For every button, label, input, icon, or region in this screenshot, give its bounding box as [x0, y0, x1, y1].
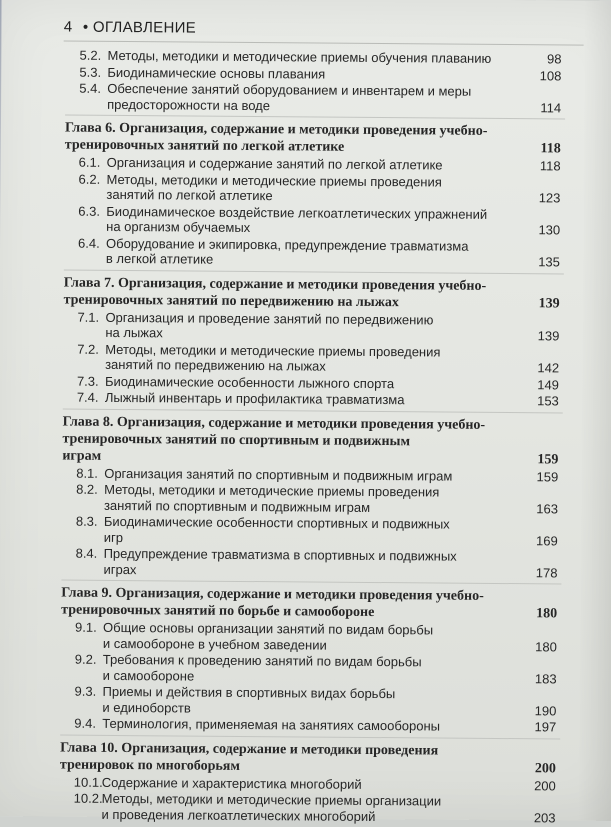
page-number: 159 [537, 451, 558, 468]
entry-title-line: Глава 9. Организация, содержание и методики проведения учебно- [61, 585, 561, 606]
page-number: 180 [535, 639, 557, 655]
section-number: 9.4. [74, 716, 96, 732]
toc-section[interactable] [64, 235, 564, 270]
toc-section[interactable] [60, 791, 560, 826]
entry-title-line: Методы, методики и методические приемы проведения [105, 341, 563, 360]
entry-title-text: играм [62, 448, 101, 463]
section-number: 5.4. [79, 81, 101, 97]
entry-title-text: на организм обучаемых [106, 219, 250, 235]
header-page-number: 4 [64, 19, 73, 36]
header-rule [64, 41, 584, 46]
toc-section[interactable] [65, 81, 565, 116]
page-number: 200 [535, 760, 556, 777]
entry-title-line [105, 390, 563, 409]
entry-title-text: занятий по легкой атлетике [106, 187, 272, 203]
page-number: 169 [536, 533, 558, 549]
page-number: 130 [538, 222, 560, 238]
page-number: 118 [540, 158, 561, 174]
entry-title-line: Биодинамическое воздействие легкоатлетических упражнений [106, 203, 564, 222]
section-number: 5.3. [79, 64, 101, 80]
entry-title-text: Организация и содержание занятий по легкой атлетике [107, 155, 443, 173]
page-number: 98 [547, 51, 562, 67]
toc-section[interactable] [62, 482, 562, 517]
entry-title-line: Требования к проведению занятий по видам борьбы [103, 652, 561, 671]
page-number: 197 [535, 719, 557, 735]
entry-title-text: играх [103, 561, 136, 576]
toc-section[interactable] [63, 309, 563, 344]
entry-title-text: Методы, методики и методические приемы обучения плаванию [107, 48, 491, 66]
entry-title-line [102, 716, 560, 735]
entry-title-line [107, 96, 565, 115]
entry-title-text: и проведения легкоатлетических многоборий [102, 806, 376, 823]
page-number: 163 [536, 501, 558, 517]
toc-chapter[interactable] [62, 409, 562, 468]
entry-title-text: тренировочных занятий по борьбе и самообороне [61, 603, 374, 620]
page-number: 123 [539, 190, 561, 206]
section-number: 6.4. [78, 235, 100, 251]
section-number: 8.3. [76, 514, 98, 530]
running-header [64, 19, 196, 37]
page-number: 139 [539, 295, 560, 312]
page-number: 200 [534, 778, 556, 794]
page-number: 180 [536, 605, 557, 622]
entry-title-text: Биодинамические основы плавания [107, 64, 325, 81]
table-of-contents [60, 47, 566, 827]
entry-title-line: Глава 10. Организация, содержание и методики проведения [60, 739, 560, 760]
section-number: 9.1. [75, 620, 97, 636]
section-number: 9.3. [74, 684, 96, 700]
page-number: 108 [540, 68, 562, 84]
toc-chapter[interactable] [64, 270, 564, 312]
toc-chapter[interactable] [61, 581, 561, 623]
section-number: 6.3. [78, 203, 100, 219]
toc-chapter[interactable] [60, 735, 560, 777]
entry-title-line: Глава 8. Организация, содержание и методики проведения учебно- [63, 413, 563, 434]
page-number: 149 [537, 377, 559, 393]
section-number: 6.2. [79, 171, 101, 187]
entry-title-text: занятий по спортивным и подвижным играм [104, 497, 370, 514]
entry-title-text: тренировочных занятий по легкой атлетике [65, 138, 345, 155]
entry-title-text: тренировок по многоборьям [60, 757, 240, 773]
section-number: 7.4. [77, 390, 99, 406]
section-number: 5.2. [79, 48, 101, 64]
entry-title-line: Предупреждение травматизма в спортивных и подвижных [104, 546, 562, 565]
page-number: 135 [538, 254, 560, 270]
book-spine [0, 0, 2, 816]
entry-title-line: Методы, методики и методические приемы проведения [107, 171, 565, 190]
page-number: 139 [538, 328, 560, 344]
entry-title-line: Биодинамические особенности спортивных и подвижных [104, 514, 562, 533]
entry-title-text: Организация занятий по спортивным и подвижным играм [104, 465, 452, 483]
page-number: 183 [535, 671, 557, 687]
entry-title-line: Методы, методики и методические приемы организации [102, 791, 560, 810]
toc-section[interactable] [61, 620, 561, 655]
page-shadow [578, 1, 611, 821]
entry-title-line: Методы, методики и методические приемы проведения [104, 482, 562, 501]
entry-title-text: игр [104, 529, 123, 544]
toc-section[interactable] [61, 546, 561, 581]
entry-title-line [102, 806, 560, 825]
entry-title-text: и единоборств [102, 699, 190, 715]
page-number: 142 [537, 360, 559, 376]
section-number: 9.2. [75, 652, 97, 668]
page-number: 153 [537, 393, 559, 409]
page-number: 159 [536, 469, 558, 485]
entry-title-line: Общие основы организации занятий по видам борьбы [103, 620, 561, 639]
page-number: 118 [541, 140, 561, 157]
toc-section[interactable] [64, 203, 564, 238]
entry-title-text: и самообороне [103, 667, 195, 683]
toc-section[interactable] [64, 171, 564, 206]
page-number: 178 [536, 565, 558, 581]
section-number: 7.1. [77, 309, 99, 325]
page-number: 190 [535, 703, 557, 719]
entry-title-text: тренировочных занятий по передвижению на лыжах [64, 292, 399, 310]
entry-title-text: и самообороне в учебном заведении [103, 635, 327, 652]
toc-chapter[interactable] [65, 116, 565, 158]
entry-title-text: Терминология, применяемая на занятиях самообороны [102, 716, 440, 734]
entry-title-line: тренировочных занятий по спортивным и подвижным [62, 430, 562, 451]
section-number: 8.1. [76, 465, 98, 481]
section-number: 10.1. [74, 774, 103, 790]
entry-title-text: на лыжах [105, 325, 163, 340]
entry-title-line [103, 561, 561, 580]
toc-section[interactable] [60, 684, 560, 719]
section-number: 6.1. [79, 155, 101, 171]
entry-title-text: в легкой атлетике [106, 251, 213, 267]
entry-title-text: Лыжный инвентарь и профилактика травматизма [105, 390, 405, 407]
entry-title-line: Приемы и действия в спортивных видах борьбы [102, 684, 560, 703]
entry-title-text: предосторожности на воде [107, 96, 270, 112]
section-number: 7.2. [77, 341, 99, 357]
section-number: 8.4. [76, 546, 98, 562]
page-number: 114 [540, 100, 561, 116]
entry-title-line: Обеспечение занятий оборудованием и инвентарем и меры [107, 81, 565, 100]
toc-section[interactable] [61, 652, 561, 687]
entry-title-text: занятий по передвижению на лыжах [105, 357, 326, 374]
section-number: 10.2. [74, 791, 103, 807]
toc-section[interactable] [60, 716, 560, 735]
section-number: 8.2. [76, 482, 98, 498]
header-title: ОГЛАВЛЕНИЕ [93, 19, 196, 37]
toc-section[interactable] [63, 341, 563, 376]
entry-title-text: Содержание и характеристика многоборий [102, 774, 362, 791]
entry-title-line: Организация и проведение занятий по передвижению [105, 309, 563, 328]
entry-title-line: Глава 6. Организация, содержание и методики проведения учебно- [65, 120, 565, 141]
section-number: 7.3. [77, 373, 99, 389]
entry-title-line [106, 251, 564, 270]
page-number: 203 [534, 810, 556, 826]
entry-title-text: Биодинамические особенности лыжного спорта [105, 373, 394, 390]
toc-section[interactable] [62, 514, 562, 549]
toc-section[interactable] [63, 390, 563, 409]
entry-title-line: Глава 7. Организация, содержание и методики проведения учебно- [64, 274, 564, 295]
entry-title-line: Оборудование и экипировка, предупреждение травматизма [106, 235, 564, 254]
header-bullet: • [83, 19, 89, 36]
